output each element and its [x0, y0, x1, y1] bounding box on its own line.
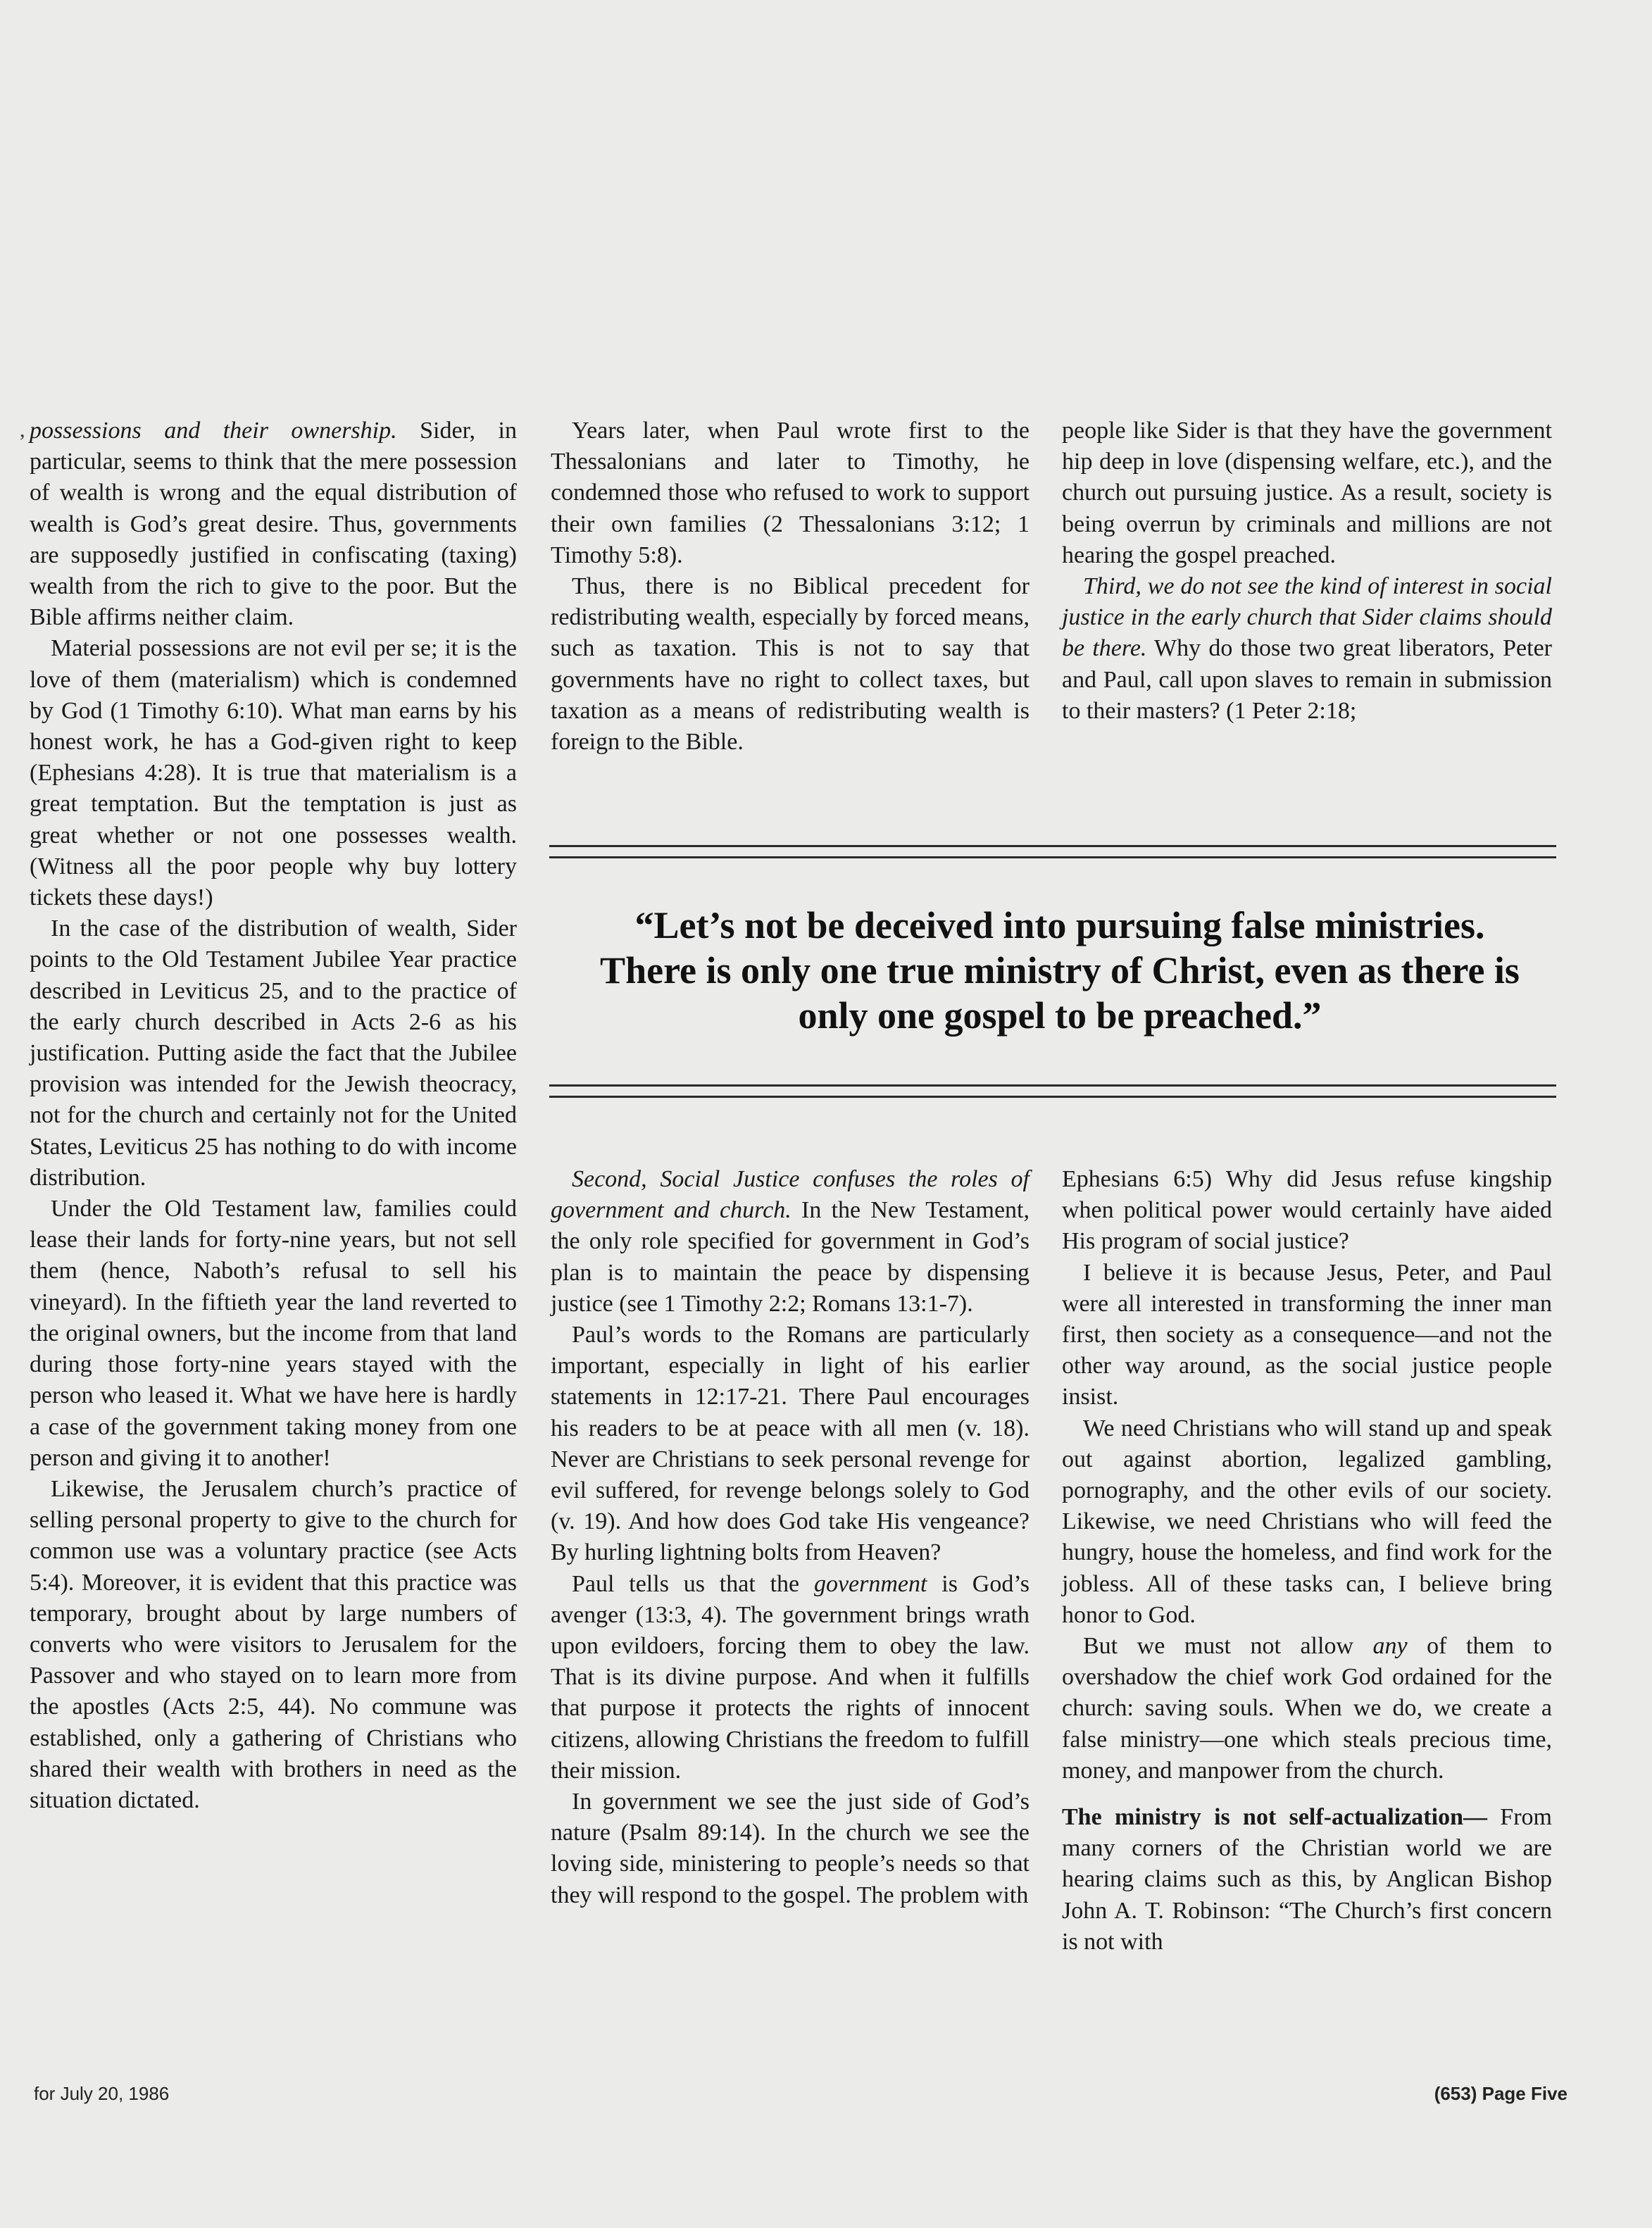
paragraph: Paul tells us that the government is God’s avenger (13:3, 4). The government brings wrath upon evildoers, forcing them to obey the law. That is its divine purpose. And when it fulfills that purpose it protects the rights of innocent citizens, allowing Christians the freedom to fulfill their mission.: [551, 1570, 1030, 1784]
section-heading: The ministry is not self-actualization—: [1062, 1804, 1487, 1831]
paragraph: Second, Social Justice confuses the roles of government and church. In the New Testament, the only role specified for government in God’s plan is to maintain the peace by dispensing justice (see 1 Timothy 2:2; Romans 13:1-7).: [551, 1166, 1030, 1317]
article-column-2-bottom: [551, 1164, 1030, 1911]
paragraph: We need Christians who will stand up and speak out against abortion, legalized gambling, pornography, and the other evils of our society. Likewise, we need Christians who will feed the hungry, house the homeless, and find work for the jobless. All of these tasks can, I believe bring honor to God.: [1062, 1415, 1552, 1628]
article-column-3-top: [1062, 415, 1552, 727]
paragraph: Material possessions are not evil per se; it is the love of them (materialism) which is condemned by God (1 Timothy 6:10). What man earns by his honest work, he has a God-given right to keep (Ephesians 4:28). It is true that materialism is a great temptation. But the temptation is just as great whether or not one possesses wealth. (Witness all the poor people why buy lottery tickets these days!): [30, 635, 517, 911]
paragraph: Thus, there is no Biblical precedent for redistributing wealth, especially by forced means, such as taxation. This is not to say that governments have no right to collect taxes, but taxation as a means of redistributing wealth is foreign to the Bible.: [551, 573, 1030, 756]
paragraph: Third, we do not see the kind of interest in social justice in the early church that Sider claims should be there. Why do those two great liberators, Peter and Paul, call upon slaves to remain in submission to their masters? (1 Peter 2:18;: [1062, 573, 1552, 724]
paragraph: Under the Old Testament law, families could lease their lands for forty-nine years, but not sell them (hence, Naboth’s refusal to sell his vineyard). In the fiftieth year the land reverted to the original owners, but the income from that land during those forty-nine years stayed with the person who leased it. What we have here is hardly a case of the government taking money from one person and giving it to another!: [30, 1196, 517, 1471]
paragraph: Paul’s words to the Romans are particularly important, especially in light of his earlier statements in 12:17-21. There Paul encourages his readers to be at peace with all men (v. 18). Never are Christians to seek personal revenge for evil suffered, for revenge belongs solely to God (v. 19). And how does God take His vengeance? By hurling lightning bolts from Heaven?: [551, 1322, 1030, 1566]
article-column-1: [30, 415, 517, 1816]
pull-quote-rule-bottom-2: [549, 1096, 1556, 1098]
paragraph: people like Sider is that they have the government hip deep in love (dispensing welfare, etc.), and the church out pursuing justice. As a result, society is being overrun by criminals and millions are not hearing the gospel preached.: [1062, 418, 1552, 568]
paragraph: But we must not allow any of them to overshadow the chief work God ordained for the church: saving souls. When we do, we create a false ministry—one which steals precious time, money, and manpower from the church.: [1062, 1633, 1552, 1784]
paragraph: In government we see the just side of God’s nature (Psalm 89:14). In the church we see the loving side, ministering to people’s needs so that they will respond to the gospel. The problem with: [551, 1789, 1030, 1908]
pull-quote: “Let’s not be deceived into pursuing false ministries. There is only one true ministry of Christ, even as there is only one gospel to be preached.”: [600, 904, 1520, 1037]
margin-mark: ,: [20, 418, 25, 442]
page-number: (653) Page Five: [1434, 2083, 1567, 2104]
paragraph: Ephesians 6:5) Why did Jesus refuse kingship when political power would certainly have aided His program of social justice?: [1062, 1166, 1552, 1255]
paragraph: In the case of the distribution of wealth, Sider points to the Old Testament Jubilee Year practice described in Leviticus 25, and to the practice of the early church described in Acts 2-6 as his justification. Putting aside the fact that the Jubilee provision was intended for the Jewish theocracy, not for the church and certainly not for the United States, Leviticus 25 has nothing to do with income distribution.: [30, 915, 517, 1191]
pull-quote-rule-bottom: [549, 1084, 1556, 1087]
pull-quote-rule-top-2: [549, 856, 1556, 858]
pull-quote-rule-top: [549, 845, 1556, 847]
issue-date: for July 20, 1986: [34, 2083, 170, 2104]
paragraph: I believe it is because Jesus, Peter, and Paul were all interested in transforming the inner man first, then society as a consequence—and not the other way around, as the social justice people insist.: [1062, 1259, 1552, 1410]
article-column-3-bottom: [1062, 1164, 1552, 1958]
article-column-2-top: [551, 415, 1030, 758]
paragraph: The ministry is not self-actualization— From many corners of the Christian world we are hearing claims such as this, by Anglican Bishop John A. T. Robinson: “The Church’s first concern is not with: [1062, 1804, 1552, 1955]
paragraph: Years later, when Paul wrote first to the Thessalonians and later to Timothy, he condemned those who refused to work to support their own families (2 Thessalonians 3:12; 1 Timothy 5:8).: [551, 418, 1030, 568]
paragraph: Likewise, the Jerusalem church’s practice of selling personal property to give to the church for common use was a voluntary practice (see Acts 5:4). Moreover, it is evident that this practice was temporary, brought about by large numbers of converts who were visitors to Jerusalem for the Passover and who stayed on to learn more from the apostles (Acts 2:5, 44). No commune was established, only a gathering of Christians who shared their wealth with brothers in need as the situation dictated.: [30, 1475, 517, 1813]
paragraph: possessions and their ownership. Sider, in particular, seems to think that the mere possession of wealth is wrong and the equal distribution of wealth is God’s great desire. Thus, governments are supposedly justified in confiscating (taxing) wealth from the rich to give to the poor. But the Bible affirms neither claim.: [30, 418, 517, 631]
